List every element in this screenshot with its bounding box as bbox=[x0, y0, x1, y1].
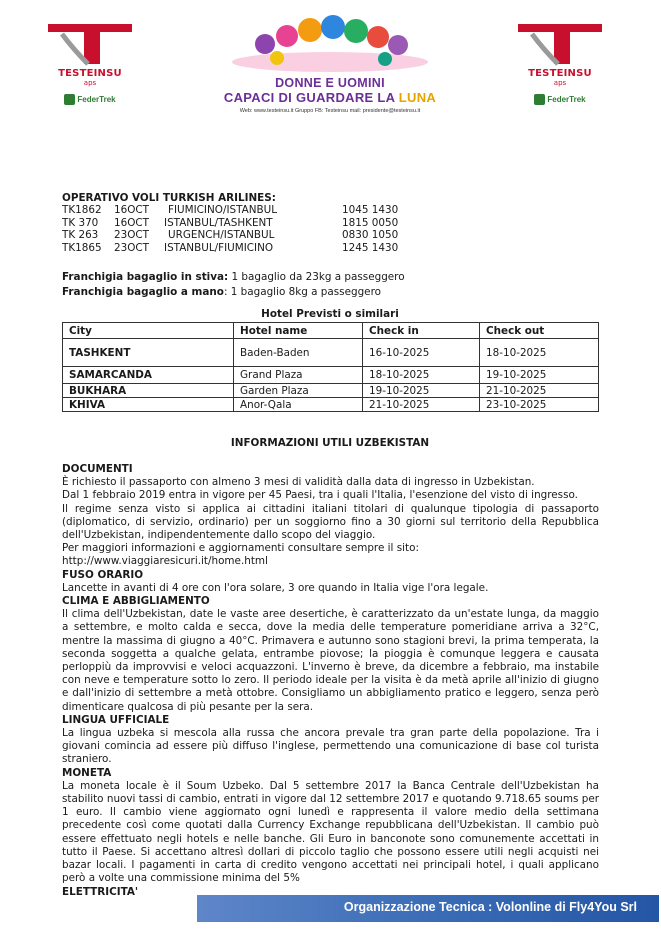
moneta-paragraph: La moneta locale è il Soum Uzbeko. Dal 5 settembre 2017 la Banca Centrale dell'Uzbekistan ha stabilito nuovi tassi di cambio, entrati in vigore dal 12 settembre 2017 e quotando 9.718.65 soums per 1 euro. Il cambio viene aggiornato ogni lunedì e rappresenta il valore medio della settimana precedente così come quotati dalla Currency Exchange repubblicana dell'Uzbekistan. Il cambio può essere effettuato negli hotels e nelle banche. Gli Euro in banconote sono comunemente accettati in tutto il Paese. Si accettano altresì dollari di piccolo taglio che possono essere utili negli acquisti nei bazar locali. I pagamenti in carta di credito vengono accettati nei principali hotel, i quali applicano però a volte una commissione minima del 5% bbox=[62, 779, 599, 885]
hotel-cell: Baden-Baden bbox=[234, 339, 363, 367]
brand-sub: aps bbox=[83, 79, 97, 87]
column-header: Check out bbox=[480, 323, 599, 339]
fuso-heading: FUSO ORARIO bbox=[62, 568, 144, 581]
lingua-heading: LINGUA UFFICIALE bbox=[62, 713, 170, 726]
checkout-cell: 19-10-2025 bbox=[480, 367, 599, 384]
fuso-paragraph: Lancette in avanti di 4 ore con l'ora solare, 3 ore quando in Italia vige l'ora legale. bbox=[62, 581, 489, 594]
column-header: City bbox=[63, 323, 234, 339]
brand-sub: aps bbox=[553, 79, 567, 87]
documenti-paragraph: È richiesto il passaporto con almeno 3 mesi di validità dalla data di ingresso in Uzbekistan. bbox=[62, 476, 535, 489]
footer-bar bbox=[197, 895, 659, 922]
city-cell: KHIVA bbox=[63, 398, 234, 412]
checkout-cell: 21-10-2025 bbox=[480, 384, 599, 398]
flights-title: OPERATIVO VOLI TURKISH ARILINES: bbox=[62, 192, 276, 204]
federtrek-icon bbox=[534, 94, 545, 105]
flight-row: TK 370 16OCT ISTANBUL/TASHKENT 1815 0050 bbox=[62, 216, 399, 229]
column-header: Hotel name bbox=[234, 323, 363, 339]
table-row bbox=[63, 339, 599, 367]
documenti-paragraph: Il regime senza visto si applica ai cittadini italiani titolari di qualunque tipologia di passaporto (diplomatico, di servizio, ordinario) per un soggiorno fino a 30 giorni sul territorio della Repubblica dell'Uzbekistan, indipendentemente dallo scopo del viaggio. bbox=[62, 502, 599, 542]
baggage-hold: Franchigia bagaglio in stiva: 1 bagaglio da 23kg a passeggero bbox=[62, 271, 405, 283]
federtrek-logo bbox=[514, 93, 606, 105]
baggage-hand: Franchigia bagaglio a mano: 1 bagaglio 8kg a passeggero bbox=[62, 286, 381, 298]
event-title-line1: DONNE E UOMINI bbox=[275, 76, 385, 90]
documenti-paragraph: Per maggiori informazioni e aggiornamenti consultare sempre il sito: http://www.viaggiaresicuri.it/home.html bbox=[62, 542, 419, 568]
checkin-cell: 21-10-2025 bbox=[363, 398, 480, 412]
event-logo bbox=[160, 14, 500, 114]
checkin-cell: 16-10-2025 bbox=[363, 339, 480, 367]
moneta-heading: MONETA bbox=[62, 766, 112, 779]
info-title: INFORMAZIONI UTILI UZBEKISTAN bbox=[230, 437, 430, 449]
footer-text: Organizzazione Tecnica : Volonline di Fly4You Srl bbox=[343, 900, 637, 914]
testeinsu-logo-right bbox=[514, 20, 606, 105]
testeinsu-logo-left bbox=[44, 20, 136, 105]
hotel-cell: Grand Plaza bbox=[234, 367, 363, 384]
clima-heading: CLIMA E ABBIGLIAMENTO bbox=[62, 595, 210, 608]
table-row bbox=[63, 398, 599, 412]
contact-line: Web: www.testeinsu.it Gruppo FB: Testeinsu mail: presidente@testeinsu.it bbox=[239, 108, 421, 114]
federtrek-label: FederTrek bbox=[77, 94, 116, 104]
checkout-cell: 18-10-2025 bbox=[480, 339, 599, 367]
elettricita-heading: ELETTRICITA' bbox=[62, 885, 139, 898]
flight-row: TK 263 23OCT URGENCH/ISTANBUL 0830 1050 bbox=[62, 229, 399, 241]
federtrek-label: FederTrek bbox=[547, 94, 586, 104]
hotels-table bbox=[62, 322, 599, 412]
hotel-cell: Anor-Qala bbox=[234, 398, 363, 412]
documenti-paragraph: Dal 1 febbraio 2019 entra in vigore per 45 Paesi, tra i quali l'Italia, l'esenzione del visto di ingresso. bbox=[62, 489, 578, 502]
column-header: Check in bbox=[363, 323, 480, 339]
checkout-cell: 23-10-2025 bbox=[480, 398, 599, 412]
checkin-cell: 18-10-2025 bbox=[363, 367, 480, 384]
federtrek-logo bbox=[44, 93, 136, 105]
brand-name: TESTEINSU bbox=[528, 68, 592, 79]
table-row bbox=[63, 384, 599, 398]
table-header-row bbox=[63, 323, 599, 339]
city-cell: BUKHARA bbox=[63, 384, 234, 398]
lingua-paragraph: La lingua uzbeka si mescola alla russa che ancora prevale tra gran parte della popolazione. Tra i giovani comincia ad essere più diffuso l'inglese, permettendo una comunicazione di base col turista straniero. bbox=[62, 727, 599, 766]
table-row bbox=[63, 367, 599, 384]
hotels-title: Hotel Previsti o similari bbox=[261, 308, 399, 320]
city-cell: SAMARCANDA bbox=[63, 367, 234, 384]
hotel-cell: Garden Plaza bbox=[234, 384, 363, 398]
colorful-faces-icon bbox=[225, 14, 435, 74]
event-title-line2: CAPACI DI GUARDARE LA LUNA bbox=[223, 90, 437, 105]
documenti-heading: DOCUMENTI bbox=[62, 463, 133, 475]
flight-row: TK1862 16OCT FIUMICINO/ISTANBUL 1045 1430 bbox=[62, 204, 399, 216]
flight-row: TK1865 23OCT ISTANBUL/FIUMICINO 1245 1430 bbox=[62, 241, 399, 254]
checkin-cell: 19-10-2025 bbox=[363, 384, 480, 398]
testeinsu-t-icon bbox=[44, 20, 136, 66]
city-cell: TASHKENT bbox=[63, 339, 234, 367]
testeinsu-t-icon bbox=[514, 20, 606, 66]
brand-name: TESTEINSU bbox=[58, 68, 122, 79]
federtrek-icon bbox=[64, 94, 75, 105]
info-body bbox=[62, 463, 599, 899]
clima-paragraph: Il clima dell'Uzbekistan, date le vaste aree desertiche, è caratterizzato da un'estate lunga, da maggio a settembre, e molto calda e secca, dove la media delle temperature pomeridiane arriva a 32°C, mentre la massima di giugno a 40°C. Primavera e autunno sono stagioni brevi, la prima temperata, la seconda soggetta a qualche gelata, entrambe piovose; la pioggia è comunque leggera e causata perloppiù da improvvisi e veloci acquazzoni. L'inverno è breve, da dicembre a febbraio, ma instabile con neve e temperature sotto lo zero. Il periodo ideale per la visita è da metà aprile all'inizio di giugno e dall'inizio di settembre a metà ottobre. Consigliamo un abbigliamento pratico e leggero, senza però dimenticare qualcosa di più pesante per la sera. bbox=[62, 608, 599, 713]
flights-section bbox=[62, 192, 422, 254]
baggage-section bbox=[62, 270, 405, 300]
